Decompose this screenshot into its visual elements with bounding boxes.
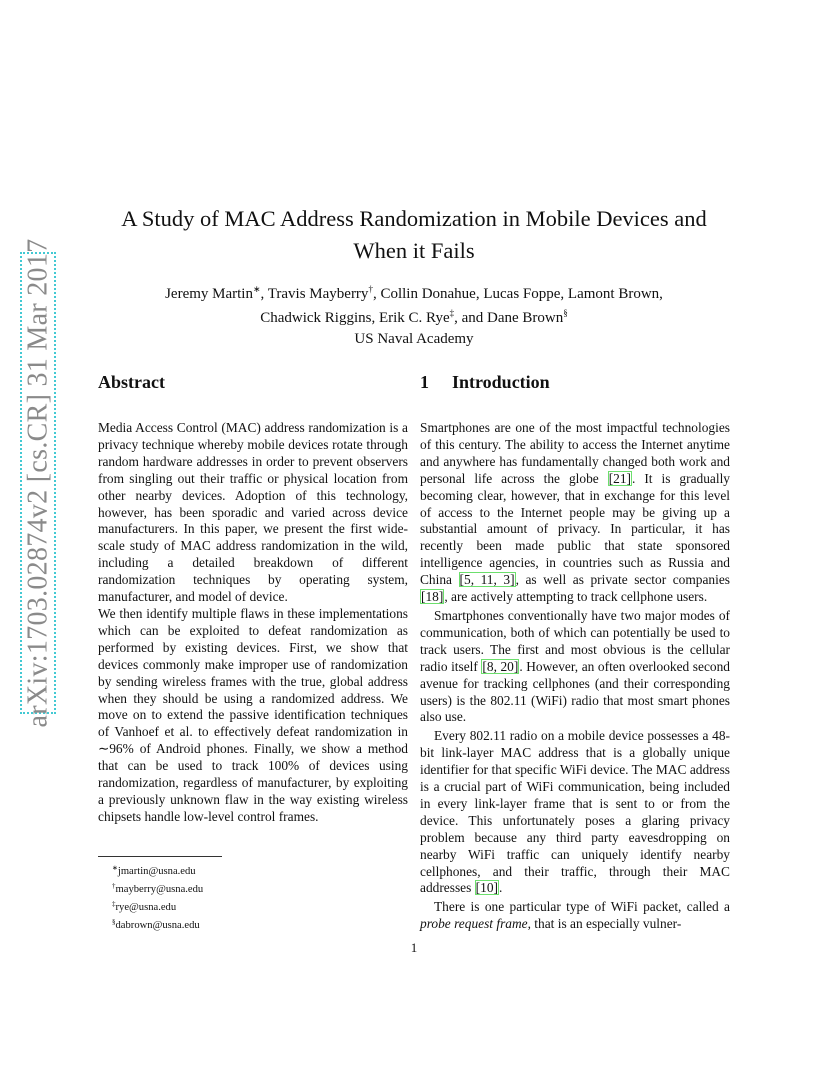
author-name: , Collin Donahue, Lucas Foppe, Lamont Brown, bbox=[372, 286, 663, 302]
footnote-marker: ‡ bbox=[449, 308, 455, 318]
text-run: . It is gradually becoming clear, however, that in exchange for this level of access to the Internet people may be giving up a substantial amount of privacy. In particular, it has recently been made public that state sponsored intelligence agencies, in countries such as Russia and China bbox=[420, 470, 730, 588]
footnote-marker: § bbox=[563, 308, 568, 318]
text-run: . bbox=[498, 880, 503, 896]
text-run: Smartphones are one of the most impactful technologies of this century. The ability to access the Internet anytime and anywhere has fundamentally changed both work and personal life across the globe bbox=[420, 420, 730, 486]
page-number: 1 bbox=[410, 940, 418, 955]
footnote-email: mayberry@usna.edu bbox=[115, 884, 204, 895]
citation-link[interactable]: [8, 20] bbox=[482, 658, 519, 674]
abstract-paragraph: Media Access Control (MAC) address randomization is a privacy technique whereby mobile devices rotate through random hardware addresses in order to prevent observers from singling out their traffic or physical location from other nearby devices. Adoption of this technology, however, has been sporadic and varied across device manufacturers. In this paper, we present the first wide-scale study of MAC address randomization in the wild, including a detailed breakdown of different randomization techniques by operating system, manufacturer, and model of device. bbox=[98, 420, 408, 605]
intro-paragraph bbox=[420, 899, 730, 933]
intro-paragraph bbox=[420, 608, 730, 726]
section-title: Introduction bbox=[452, 372, 550, 392]
author-list bbox=[100, 280, 728, 328]
text-run: Smartphones conventionally have two major modes of communication, both of which can potentially be used to track users. The first and most obvious is the cellular radio itself bbox=[420, 607, 730, 674]
footnote-marker: ∗ bbox=[252, 284, 261, 294]
emphasized-term: probe request frame bbox=[420, 916, 528, 932]
footnote-marker: ‡ bbox=[112, 900, 116, 908]
paper-title: A Study of MAC Address Randomization in Mobile Devices and When it Fails bbox=[121, 206, 707, 263]
footnote-marker: † bbox=[368, 284, 373, 294]
footnote-marker: ∗ bbox=[112, 864, 118, 872]
abstract-heading: Abstract bbox=[98, 372, 165, 392]
footnote-marker: § bbox=[112, 918, 116, 926]
author-name: Jeremy Martin bbox=[165, 286, 253, 302]
intro-paragraph bbox=[420, 728, 730, 897]
text-run: , that is an especially vulner- bbox=[527, 916, 682, 932]
footnote bbox=[112, 861, 312, 879]
citation-link[interactable]: [18] bbox=[421, 589, 444, 605]
text-run: , are actively attempting to track cellphone users. bbox=[444, 589, 708, 605]
text-run: Every 802.11 radio on a mobile device possesses a 48-bit link-layer MAC address that is a globally unique identifier for that specific WiFi device. The MAC address is a crucial part of WiFi communication, being included in every link-layer frame that is sent to or from the device. This unfortunately poses a glaring privacy problem because any third party eavesdropping on nearby WiFi traffic can uniquely identify nearby cellphones, and their traffic, through their MAC addresses bbox=[420, 728, 730, 896]
author-name: Chadwick Riggins, Erik C. Rye bbox=[260, 310, 450, 326]
footnotes bbox=[112, 861, 312, 933]
arxiv-identifier-stamp[interactable] bbox=[18, 238, 58, 728]
affiliation: US Naval Academy bbox=[354, 331, 474, 347]
text-run: , as well as private sector companies bbox=[515, 572, 731, 588]
section-number: 1 bbox=[420, 372, 429, 392]
citation-link[interactable]: [10] bbox=[475, 880, 498, 896]
footnote-email: rye@usna.edu bbox=[115, 902, 177, 913]
footnote-email: dabrown@usna.edu bbox=[115, 920, 200, 931]
author-name: , and Dane Brown bbox=[454, 310, 564, 326]
intro-paragraph bbox=[420, 420, 730, 606]
footnote bbox=[112, 879, 312, 897]
text-run: . However, an often overlooked second avenue for tracking cellphones (and their corresponding users) is the 802.11 (WiFi) radio that most smart phones also use. bbox=[420, 658, 730, 725]
abstract-paragraph: We then identify multiple flaws in these implementations which can be exploited to defeat randomization as performed by existing devices. First, we show that devices commonly make improper use of randomization by sending wireless frames with the true, global address when they should be using a randomized address. We move on to extend the passive identification techniques of Vanhoef et al. to effectively defeat randomization in ∼96% of Android phones. Finally, we show a method that can be used to track 100% of devices using randomization, regardless of manufacturer, by exploiting a previously unknown flaw in the way existing wireless chipsets handle low-level control frames. bbox=[98, 605, 408, 824]
introduction-column bbox=[420, 372, 730, 933]
citation-link[interactable]: [21] bbox=[608, 470, 632, 486]
footnote bbox=[112, 897, 312, 915]
footnote-email: jmartin@usna.edu bbox=[117, 866, 196, 877]
citation-link[interactable]: [5, 11, 3] bbox=[459, 572, 515, 588]
arxiv-identifier: arXiv:1703.02874v2 [cs.CR] 31 Mar 2017 bbox=[22, 238, 53, 728]
footnote bbox=[112, 915, 312, 933]
text-run: There is one particular type of WiFi packet, called a bbox=[434, 899, 730, 915]
author-name: , Travis Mayberry bbox=[260, 286, 369, 302]
abstract-column bbox=[98, 372, 408, 826]
footnote-divider bbox=[98, 856, 222, 857]
footnote-marker: † bbox=[112, 882, 116, 890]
introduction-heading bbox=[420, 372, 730, 392]
